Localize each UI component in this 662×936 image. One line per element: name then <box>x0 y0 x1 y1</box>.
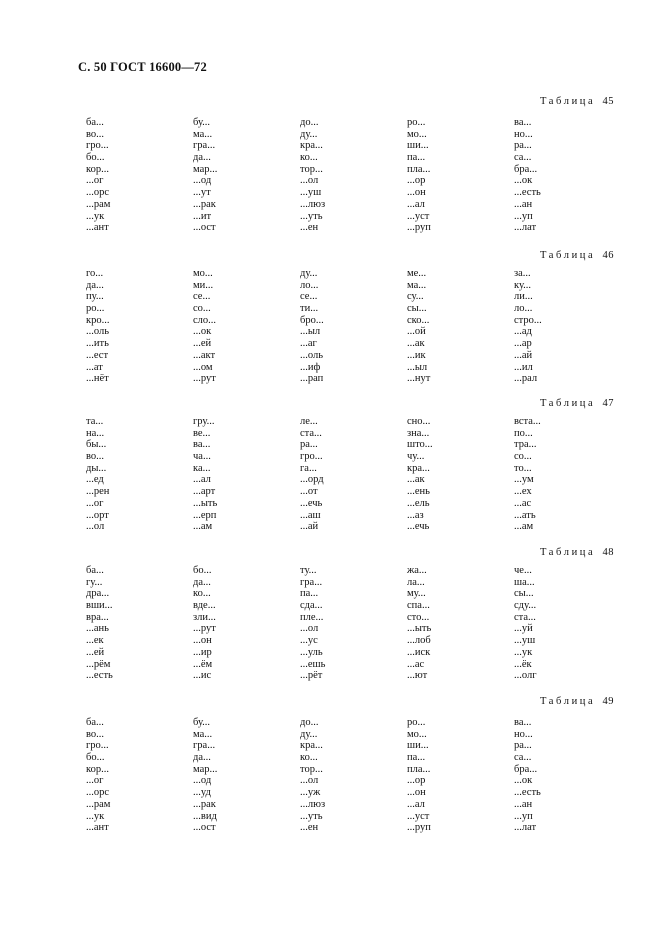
table-cell: ...ель <box>407 497 430 509</box>
table-cell: ...ад <box>514 326 532 338</box>
table-cell: ...орд <box>300 474 324 486</box>
table-cell: ...ест <box>86 349 109 361</box>
table-cell: ча... <box>193 451 211 463</box>
table-cell: ку... <box>514 279 532 291</box>
syllable-table <box>86 117 556 234</box>
table-cell: ско... <box>407 314 430 326</box>
table-cell: ...ай <box>514 349 533 361</box>
table-cell: ...ус <box>300 635 318 647</box>
table-cell: ...ёк <box>514 658 532 670</box>
table-cell: ...ать <box>514 509 536 521</box>
syllable-table <box>86 416 556 533</box>
table-cell: ...ас <box>514 497 532 509</box>
table-cell: ...ор <box>407 175 426 187</box>
table-cell: во... <box>86 728 105 740</box>
table-cell: ...оль <box>300 349 324 361</box>
table-cell: ...ыть <box>407 623 432 635</box>
table-cell: ти... <box>300 303 319 315</box>
table-cell: што... <box>407 439 433 451</box>
table-cell: ...есть <box>86 670 113 682</box>
table-cell: чу... <box>407 451 425 463</box>
table-cell: пла... <box>407 763 431 775</box>
table-cell: ...ар <box>514 338 532 350</box>
table-cell: со... <box>514 451 532 463</box>
table-cell: ту... <box>300 565 317 576</box>
table-cell: ма... <box>193 128 213 140</box>
table-cell: па... <box>407 152 426 164</box>
table-cell: ...ол <box>86 521 105 533</box>
table-cell: ле... <box>300 416 318 427</box>
table-cell: ...ил <box>514 361 533 373</box>
table-cell: ...рут <box>193 623 216 635</box>
table-cell: ...он <box>407 787 426 799</box>
table-cell: ла... <box>407 576 425 588</box>
table-column <box>193 416 300 533</box>
table-cell: сно... <box>407 416 431 427</box>
table-cell: бы... <box>86 439 107 451</box>
table-cell: ста... <box>300 427 322 439</box>
table-number: 45 <box>602 96 614 107</box>
table-cell: ...уть <box>300 810 323 822</box>
table-cell: да... <box>193 752 211 764</box>
table-cell: ...ог <box>86 775 104 787</box>
table-cell: вде... <box>193 600 216 612</box>
table-cell: гра... <box>300 576 323 588</box>
table-cell: ...ечь <box>407 521 430 533</box>
table-title-word: Таблица <box>540 398 596 409</box>
table-cell: ду... <box>300 728 318 740</box>
table-cell: го... <box>86 268 104 279</box>
table-column <box>407 117 514 234</box>
table-column <box>514 268 556 385</box>
table-number: 47 <box>602 398 614 409</box>
table-cell: ...рап <box>300 373 324 385</box>
table-column <box>193 117 300 234</box>
table-cell: ...ан <box>514 798 533 810</box>
table-cell: ба... <box>86 717 104 728</box>
table-cell: ду... <box>300 128 318 140</box>
table-cell: ра... <box>514 140 532 152</box>
table-cell: ...рал <box>514 373 538 385</box>
table-cell: ...ек <box>86 635 104 647</box>
table-cell: ...орс <box>86 787 110 799</box>
table-cell: гро... <box>300 451 323 463</box>
table-cell: сло... <box>193 314 217 326</box>
table-cell: му... <box>407 588 426 600</box>
table-cell: бра... <box>514 763 538 775</box>
table-cell: мар... <box>193 763 218 775</box>
table-cell: ...уш <box>514 635 536 647</box>
table-column <box>407 717 514 834</box>
table-cell: зли... <box>193 611 216 623</box>
table-cell: ко... <box>300 752 318 764</box>
table-cell: ...ук <box>86 210 105 222</box>
table-cell: ...уй <box>514 623 533 635</box>
table-cell: ...аз <box>407 509 424 521</box>
syllable-table <box>86 565 556 682</box>
table-cell: ...уж <box>300 787 321 799</box>
table-cell: ...он <box>193 635 212 647</box>
table-cell: па... <box>300 588 319 600</box>
table-cell: ...лат <box>514 222 537 234</box>
table-cell: на... <box>86 427 105 439</box>
table-cell: ма... <box>407 279 427 291</box>
table-column <box>300 717 407 834</box>
table-cell: ...рак <box>193 798 216 810</box>
page-header: С. 50 ГОСТ 16600—72 <box>78 60 207 74</box>
table-cell: ...ешь <box>300 658 326 670</box>
table-column <box>86 416 193 533</box>
table-cell: ...акт <box>193 349 216 361</box>
table-cell: спа... <box>407 600 430 612</box>
table-cell: ...ок <box>514 175 533 187</box>
table-column <box>300 416 407 533</box>
table-column <box>300 565 407 682</box>
table-cell: ...ей <box>193 338 212 350</box>
table-cell: кор... <box>86 163 109 175</box>
table-column <box>193 268 300 385</box>
table-cell: ...орт <box>86 509 109 521</box>
table-cell: ка... <box>193 462 211 474</box>
table-cell: бо... <box>86 152 105 164</box>
table-cell: ло... <box>514 303 533 315</box>
table-cell: ...ук <box>86 810 105 822</box>
syllable-table <box>86 717 556 834</box>
table-title-word: Таблица <box>540 96 596 107</box>
table-cell: но... <box>514 728 533 740</box>
table-column <box>514 565 556 682</box>
table-cell: бо... <box>193 565 212 576</box>
table-cell: мо... <box>407 128 427 140</box>
table-column <box>407 268 514 385</box>
table-cell: бра... <box>514 163 538 175</box>
table-cell: сда... <box>300 600 323 612</box>
table-cell: ...ок <box>193 326 212 338</box>
table-cell: ...ен <box>300 822 319 834</box>
table-cell: ...орс <box>86 187 110 199</box>
table-cell: ва... <box>514 717 532 728</box>
table-cell: ...ал <box>407 798 425 810</box>
table-column <box>300 117 407 234</box>
table-cell: ...ыть <box>193 497 218 509</box>
table-cell: ма... <box>193 728 213 740</box>
table-cell: кра... <box>300 140 323 152</box>
table-cell: че... <box>514 565 532 576</box>
table-cell: вста... <box>514 416 541 427</box>
table-cell: ...руп <box>407 222 431 234</box>
table-cell: ...ерп <box>193 509 217 521</box>
table-cell: жа... <box>407 565 427 576</box>
table-cell: са... <box>514 752 532 764</box>
table-title <box>540 547 614 558</box>
table-cell: гра... <box>193 740 216 752</box>
table-cell: ва... <box>193 439 211 451</box>
table-cell: ...ём <box>193 658 213 670</box>
table-cell: ...ис <box>193 670 212 682</box>
table-cell: пла... <box>407 163 431 175</box>
table-cell: ...рак <box>193 198 216 210</box>
table-cell: ду... <box>300 268 318 279</box>
table-column <box>514 717 556 834</box>
table-cell: ...аш <box>300 509 321 521</box>
table-cell: зна... <box>407 427 430 439</box>
table-cell: ...от <box>300 486 318 498</box>
table-cell: до... <box>300 717 319 728</box>
table-cell: ...иск <box>407 646 431 658</box>
table-cell: тор... <box>300 763 323 775</box>
table-cell: ...уп <box>514 810 533 822</box>
table-cell: ...уш <box>300 187 322 199</box>
table-number: 46 <box>602 250 614 261</box>
table-cell: кра... <box>300 740 323 752</box>
table-cell: кор... <box>86 763 109 775</box>
table-cell: ...ыл <box>300 326 321 338</box>
table-cell: ...ал <box>407 198 425 210</box>
table-cell: ...нут <box>407 373 431 385</box>
table-column <box>407 565 514 682</box>
table-column <box>407 416 514 533</box>
table-cell: мо... <box>193 268 213 279</box>
table-cell: ...ост <box>193 222 216 234</box>
table-cell: ды... <box>86 462 107 474</box>
table-cell: тра... <box>514 439 537 451</box>
table-cell: ...уд <box>193 787 211 799</box>
table-cell: ...ай <box>300 521 319 533</box>
table-cell: ...рём <box>86 658 111 670</box>
table-cell: ...есть <box>514 187 541 199</box>
table-cell: да... <box>193 576 211 588</box>
table-title <box>540 250 614 261</box>
table-cell: пле... <box>300 611 324 623</box>
table-number: 49 <box>602 696 614 707</box>
table-cell: ...ить <box>86 338 109 350</box>
table-cell: се... <box>300 291 318 303</box>
table-cell: ро... <box>407 117 426 128</box>
table-cell: се... <box>193 291 211 303</box>
table-cell: во... <box>86 128 105 140</box>
table-title <box>540 96 614 107</box>
table-cell: ...оль <box>86 326 110 338</box>
table-cell: ...он <box>407 187 426 199</box>
table-cell: ра... <box>300 439 318 451</box>
table-cell: бу... <box>193 117 211 128</box>
table-cell: ...ум <box>514 474 534 486</box>
table-cell: ...ас <box>407 658 425 670</box>
table-title <box>540 398 614 409</box>
table-cell: ...ень <box>407 486 430 498</box>
table-cell: ши... <box>407 140 429 152</box>
table-cell: ...иф <box>300 361 321 373</box>
table-cell: ...люз <box>300 198 326 210</box>
table-cell: ...ой <box>407 326 426 338</box>
table-cell: ...ир <box>193 646 212 658</box>
table-column <box>86 117 193 234</box>
table-cell: ...ут <box>193 187 211 199</box>
table-cell: вра... <box>86 611 109 623</box>
table-cell: ...рам <box>86 798 111 810</box>
table-cell: кро... <box>86 314 110 326</box>
table-cell: ...ор <box>407 775 426 787</box>
table-cell: сду... <box>514 600 537 612</box>
table-cell: ...ост <box>193 822 216 834</box>
table-cell: ...рам <box>86 198 111 210</box>
table-cell: су... <box>407 291 424 303</box>
table-cell: ...уль <box>300 646 323 658</box>
table-cell: ...рен <box>86 486 110 498</box>
table-title-word: Таблица <box>540 250 596 261</box>
table-column <box>86 268 193 385</box>
table-cell: ...ок <box>514 775 533 787</box>
table-cell: дра... <box>86 588 110 600</box>
table-cell: ...ук <box>514 646 533 658</box>
table-cell: пу... <box>86 291 104 303</box>
table-cell: сы... <box>514 588 534 600</box>
table-cell: ...ей <box>86 646 105 658</box>
table-cell: по... <box>514 427 533 439</box>
table-cell: ...ант <box>86 822 109 834</box>
table-title-word: Таблица <box>540 547 596 558</box>
table-cell: мар... <box>193 163 218 175</box>
table-cell: ве... <box>193 427 211 439</box>
table-cell: бро... <box>300 314 324 326</box>
table-cell: ...уст <box>407 810 430 822</box>
table-cell: ...ак <box>407 474 425 486</box>
table-column <box>86 717 193 834</box>
table-cell: гро... <box>86 140 109 152</box>
table-cell: тор... <box>300 163 323 175</box>
table-cell: за... <box>514 268 531 279</box>
table-cell: гра... <box>193 140 216 152</box>
table-cell: ...уст <box>407 210 430 222</box>
table-cell: ...ечь <box>300 497 323 509</box>
table-cell: гу... <box>86 576 103 588</box>
table-cell: ...вид <box>193 810 217 822</box>
table-cell: ме... <box>407 268 427 279</box>
table-cell: но... <box>514 128 533 140</box>
table-cell: ко... <box>193 588 211 600</box>
table-cell: ...ик <box>407 349 426 361</box>
table-cell: мо... <box>407 728 427 740</box>
table-cell: ...рёт <box>300 670 323 682</box>
table-cell: сы... <box>407 303 427 315</box>
table-column <box>300 268 407 385</box>
table-cell: ...ыл <box>407 361 428 373</box>
syllable-table <box>86 268 556 385</box>
table-cell: ...ен <box>300 222 319 234</box>
table-cell: ...арт <box>193 486 216 498</box>
table-cell: да... <box>86 279 104 291</box>
table-cell: ...уть <box>300 210 323 222</box>
table-cell: кра... <box>407 462 430 474</box>
table-cell: стро... <box>514 314 542 326</box>
table-cell: ва... <box>514 117 532 128</box>
table-cell: ...ол <box>300 623 319 635</box>
table-cell: па... <box>407 752 426 764</box>
table-number: 48 <box>602 547 614 558</box>
table-cell: са... <box>514 152 532 164</box>
table-cell: до... <box>300 117 319 128</box>
table-cell: ...ют <box>407 670 428 682</box>
table-title-word: Таблица <box>540 696 596 707</box>
table-cell: га... <box>300 462 317 474</box>
table-cell: ...есть <box>514 787 541 799</box>
table-cell: ро... <box>86 303 105 315</box>
table-cell: ...ог <box>86 497 104 509</box>
table-cell: ...ол <box>300 775 319 787</box>
table-cell: ...ог <box>86 175 104 187</box>
table-cell: ...олг <box>514 670 537 682</box>
table-cell: ...уп <box>514 210 533 222</box>
table-cell: ба... <box>86 117 104 128</box>
table-cell: ...ех <box>514 486 532 498</box>
table-cell: ши... <box>407 740 429 752</box>
table-cell: ...руп <box>407 822 431 834</box>
table-cell: ...ат <box>86 361 103 373</box>
table-cell: то... <box>514 462 532 474</box>
table-cell: ко... <box>300 152 318 164</box>
table-cell: ...ал <box>193 474 211 486</box>
table-cell: гро... <box>86 740 109 752</box>
table-cell: ...лат <box>514 822 537 834</box>
table-cell: ша... <box>514 576 535 588</box>
table-cell: ...нёт <box>86 373 109 385</box>
table-cell: ...аг <box>300 338 317 350</box>
table-cell: ло... <box>300 279 319 291</box>
table-cell: ба... <box>86 565 104 576</box>
table-cell: ...лоб <box>407 635 431 647</box>
table-cell: ...од <box>193 175 212 187</box>
table-cell: ...ак <box>407 338 425 350</box>
table-cell: ра... <box>514 740 532 752</box>
table-cell: вши... <box>86 600 113 612</box>
table-cell: ста... <box>514 611 536 623</box>
table-cell: ...ом <box>193 361 213 373</box>
table-column <box>86 565 193 682</box>
table-column <box>514 117 556 234</box>
table-cell: бу... <box>193 717 211 728</box>
table-cell: да... <box>193 152 211 164</box>
table-cell: ро... <box>407 717 426 728</box>
table-cell: ...ед <box>86 474 104 486</box>
table-cell: ...ант <box>86 222 109 234</box>
table-cell: ...ань <box>86 623 109 635</box>
table-column <box>193 565 300 682</box>
table-cell: ми... <box>193 279 214 291</box>
table-cell: ...ол <box>300 175 319 187</box>
table-column <box>514 416 556 533</box>
table-cell: та... <box>86 416 104 427</box>
table-cell: во... <box>86 451 105 463</box>
table-cell: ...рут <box>193 373 216 385</box>
table-cell: ...ам <box>514 521 534 533</box>
table-cell: ли... <box>514 291 533 303</box>
table-cell: гру... <box>193 416 215 427</box>
table-title <box>540 696 614 707</box>
table-cell: ...люз <box>300 798 326 810</box>
table-cell: ...ам <box>193 521 213 533</box>
table-cell: ...од <box>193 775 212 787</box>
table-cell: ...ит <box>193 210 212 222</box>
table-cell: со... <box>193 303 211 315</box>
table-cell: ...ан <box>514 198 533 210</box>
table-cell: сто... <box>407 611 430 623</box>
table-column <box>193 717 300 834</box>
table-cell: бо... <box>86 752 105 764</box>
